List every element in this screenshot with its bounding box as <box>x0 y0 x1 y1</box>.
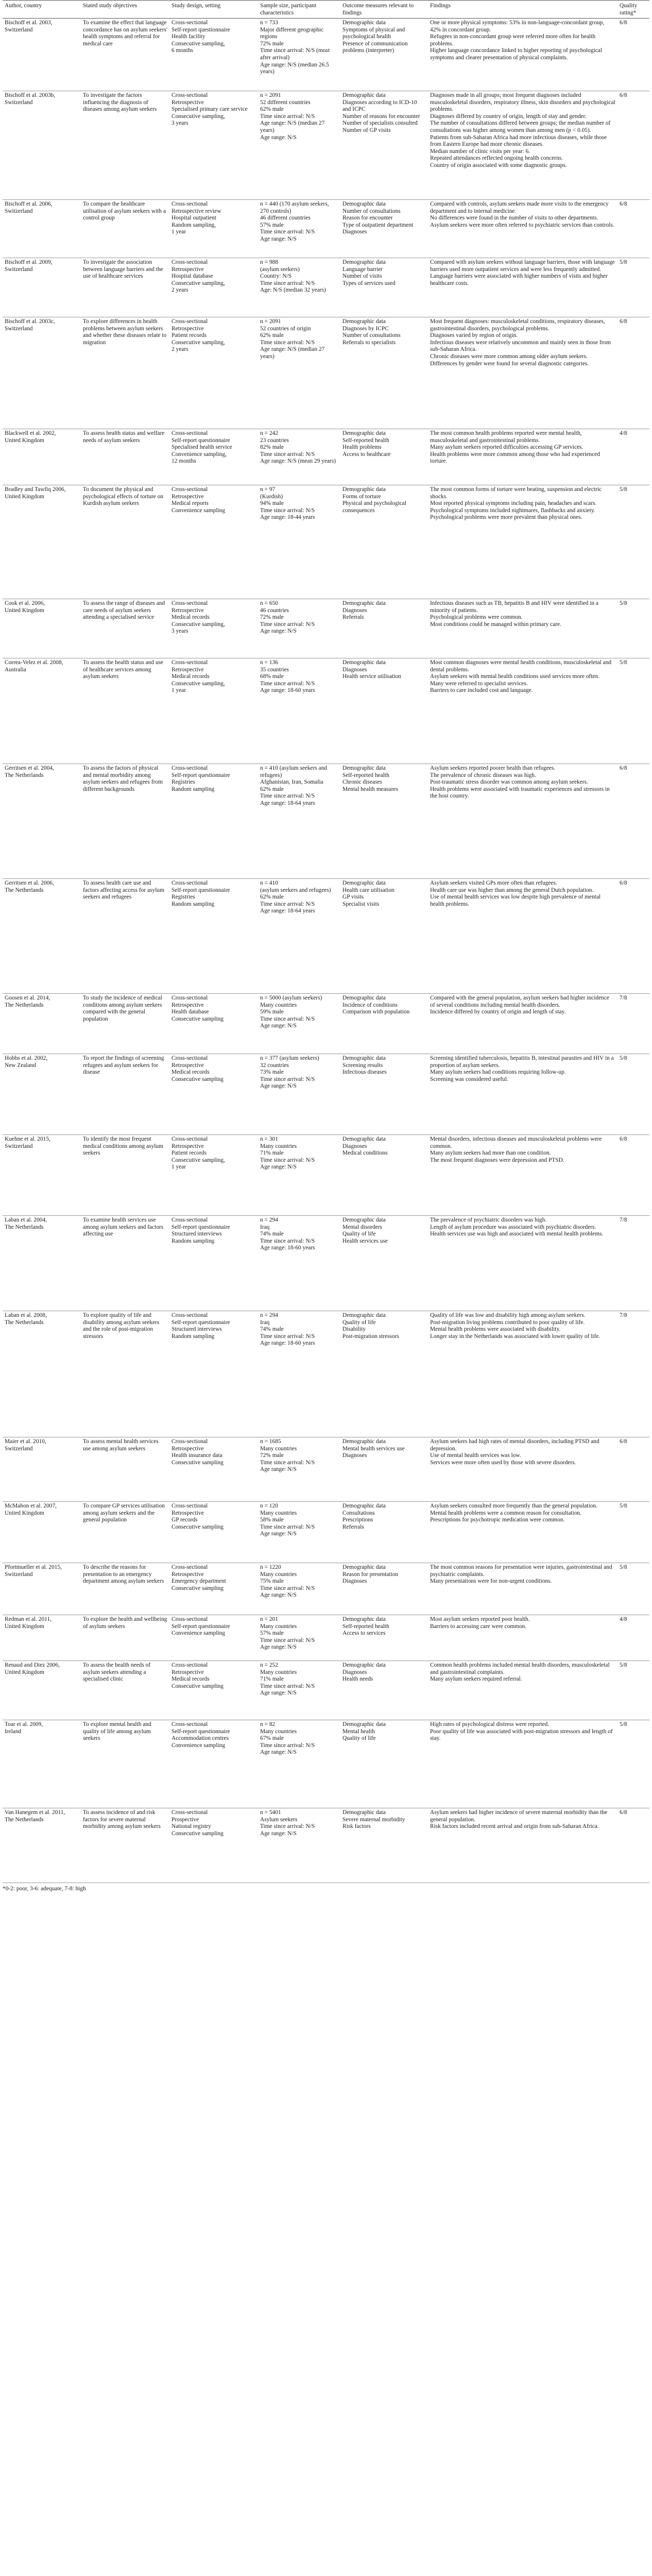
design-cell: Cross-sectional Retrospective Medical records Consecutive sampling <box>171 1662 224 1689</box>
author-cell: Blackwell et al. 2002, United Kingdom <box>5 430 56 444</box>
author-cell: Bischoff et al. 2006, Switzerland <box>5 201 53 214</box>
objectives-cell: To explore quality of life and disability among asylum seekers and the role of post-migration stressors <box>83 1312 160 1340</box>
design-cell: Cross-sectional Retrospective Specialised primary care service Consecutive sampling, 3 years <box>171 92 248 127</box>
objectives-cell: To assess mental health services use among asylum seekers <box>83 1438 159 1452</box>
author-cell: McMahon et al. 2007, United Kingdom <box>5 1503 57 1516</box>
findings-cell: Compared with asylum seekers without language barriers, those with language barriers used more outpatient services and were less frequently admitted. Language barriers were associated with higher numbers of visits and higher healthcare costs. <box>430 259 615 286</box>
rating-cell: 6/8 <box>620 1136 627 1142</box>
outcomes-cell: Demographic data Mental health services use Diagnoses <box>342 1438 405 1459</box>
sample-cell: n = 252 Many countries 71% male Time since arrival: N/S Age range: N/S <box>260 1662 315 1697</box>
rating-cell: 5/8 <box>620 600 627 606</box>
findings-cell: Most asylum seekers reported poor health. Barriers to accessing care were common. <box>430 1616 530 1630</box>
rating-cell: 5/8 <box>620 1662 627 1668</box>
objectives-cell: To explore differences in health problems between asylum seekers and whether these diseases relate to migration <box>83 318 167 346</box>
objectives-cell: To examine health services use among asylum seekers and factors affecting use <box>83 1217 164 1238</box>
objectives-cell: To report the findings of screening refugees and asylum seekers for disease <box>83 1055 164 1076</box>
design-cell: Cross-sectional Retrospective Hospital database Consecutive sampling, 2 years <box>171 259 225 294</box>
objectives-cell: To assess incidence of and risk factors for severe maternal morbidity among asylum seekers <box>83 1809 161 1830</box>
table-row <box>3 1615 649 1661</box>
sample-cell: n = 410 (asylum seekers and refugees) Afghanistan, Iran, Somalia 62% male Time since arrival: N/S Age range: 18-64 years <box>260 765 328 806</box>
rating-cell: 5/8 <box>620 659 627 666</box>
header-rating: Quality rating* <box>617 1 649 19</box>
outcomes-cell: Demographic data Screening results Infectious diseases <box>342 1055 387 1076</box>
findings-cell: The most common forms of torture were beating, suspension and electric shocks. Most reported physical symptoms including pain, headaches and scars. Psychological symptoms included nightmares, flashbacks and anxiety. Psychological problems were more prevalent than physical ones. <box>430 486 602 521</box>
outcomes-cell: Demographic data Diagnoses Health needs <box>342 1662 386 1683</box>
rating-cell: 5/8 <box>620 1055 627 1061</box>
outcomes-cell: Demographic data Diagnoses Medical conditions <box>342 1136 388 1157</box>
rating-cell: 5/8 <box>620 1721 627 1727</box>
outcomes-cell: Demographic data Forms of torture Physical and psychological consequences <box>342 486 407 514</box>
outcomes-cell: Demographic data Consultations Prescriptions Referrals <box>342 1503 386 1530</box>
design-cell: Cross-sectional Self-report questionnaire Health facility Consecutive sampling, 6 months <box>171 20 230 54</box>
author-cell: Toar et al. 2009, Ireland <box>5 1721 43 1735</box>
objectives-cell: To assess the factors of physical and mental morbidity among asylum seekers and refugees from different backgrounds <box>83 765 163 792</box>
outcomes-cell: Demographic data Symptoms of physical and psychological health Presence of communication problems (interpreter) <box>342 20 408 54</box>
outcomes-cell: Demographic data Language barrier Number of visits Types of services used <box>342 259 396 286</box>
footnote: *0-2: poor, 3-6: adequate, 7-8: high <box>3 1886 86 1892</box>
table-row <box>3 1437 649 1502</box>
design-cell: Cross-sectional Self-report questionnaire Accommodation centres Convenience sampling <box>171 1721 230 1749</box>
rating-cell: 5/8 <box>620 486 627 493</box>
rating-cell: 5/8 <box>620 1564 627 1570</box>
table-row <box>3 317 649 429</box>
outcomes-cell: Demographic data Self-reported health Access to services <box>342 1616 389 1637</box>
sample-cell: n = 733 Major different geographic regions 72% male Time since arrival: N/S (most after arrival) Age range: N/S (median 26.5 years) <box>260 20 330 75</box>
author-cell: Kuehne et al. 2015, Switzerland <box>5 1136 50 1149</box>
author-cell: Correa-Velez et al. 2008, Australia <box>5 659 63 673</box>
objectives-cell: To investigate the association between language barriers and the use of healthcare services <box>83 259 163 280</box>
sample-cell: n = 440 (170 asylum seekers, 270 controls) 46 different countries 57% male Time since arrival: N/S Age range: N/S <box>260 201 329 242</box>
table-row <box>3 200 649 258</box>
table-row <box>3 1563 649 1615</box>
outcomes-cell: Demographic data Mental health Quality of life <box>342 1721 386 1742</box>
findings-cell: Infectious diseases such as TB, hepatitis B and HIV were identified in a minority of patients. Psychological problems were common. Most conditions could be managed within primary care. <box>430 600 598 628</box>
table-row <box>3 879 649 994</box>
outcomes-cell: Demographic data Health care utilisation GP visits Specialist visits <box>342 880 394 907</box>
outcomes-cell: Demographic data Diagnoses by ICPC Number of consultations Referrals to specialists <box>342 318 401 346</box>
table-row <box>3 1216 649 1311</box>
sample-cell: n = 82 Many countries 67% male Time since arrival: N/S Age range: N/S <box>260 1721 315 1756</box>
sample-cell: n = 136 35 countries 68% male Time since arrival: N/S Age range: 18-60 years <box>260 659 315 694</box>
table-row <box>3 19 649 91</box>
sample-cell: n = 5401 Asylum seekers Time since arrival: N/S Age range: N/S <box>260 1809 315 1837</box>
findings-cell: The most common reasons for presentation were injuries, gastrointestinal and psychiatric complaints. Many presentations were for non-urgent conditions. <box>430 1564 612 1585</box>
outcomes-cell: Demographic data Reason for presentation Diagnoses <box>342 1564 399 1585</box>
table-row <box>3 485 649 599</box>
rating-cell: 6/8 <box>620 92 627 98</box>
table-row <box>3 658 649 764</box>
outcomes-cell: Demographic data Severe maternal morbidity Risk factors <box>342 1809 405 1830</box>
sample-cell: n = 988 (asylum seekers) Country: N/S Time since arrival: N/S Age: N/S (median 32 years) <box>260 259 326 294</box>
rating-cell: 7/8 <box>620 995 627 1001</box>
findings-cell: Most frequent diagnoses: musculoskeletal conditions, respiratory diseases, gastrointestinal disorders, psychological problems. Diagnoses varied by region of origin. Infectious diseases were relatively uncommon and mainly seen in those from sub-Saharan Africa. Chronic diseases were more common among older asylum seekers. Differences by gender were found for several diagnostic categories. <box>430 318 611 367</box>
design-cell: Cross-sectional Self-report questionnaire Convenience sampling <box>171 1616 230 1637</box>
objectives-cell: To compare GP services utilisation among asylum seekers and the general population <box>83 1503 165 1523</box>
rating-cell: 4/8 <box>620 430 627 436</box>
design-cell: Cross-sectional Self-report questionnaire Registries Random sampling <box>171 765 230 792</box>
objectives-cell: To assess the range of diseases and care needs of asylum seekers attending a specialised service <box>83 600 165 621</box>
author-cell: Hobbs et al. 2002, New Zealand <box>5 1055 48 1069</box>
design-cell: Cross-sectional Retrospective Patient records Consecutive sampling, 2 years <box>171 318 225 353</box>
outcomes-cell: Demographic data Number of consultations Reason for encounter Type of outpatient department Diagnoses <box>342 201 414 235</box>
table-row <box>3 1135 649 1216</box>
sample-cell: n = 5000 (asylum seekers) Many countries 59% male Time since arrival: N/S Age range: N/S <box>260 995 322 1029</box>
findings-cell: Asylum seekers consulted more frequently than the general population. Mental health problems were a common reason for consultation. Prescriptions for psychotropic medication were common. <box>430 1503 597 1523</box>
author-cell: Maier et al. 2010, Switzerland <box>5 1438 46 1452</box>
author-cell: Gerritsen et al. 2004, The Netherlands <box>5 765 54 778</box>
header-author: Author, country <box>3 1 81 19</box>
findings-cell: Compared with controls, asylum seekers made more visits to the emergency department and to internal medicine. No differences were found in the number of visits to other departments. Asylum seekers were more often referred to psychiatric services than controls. <box>430 201 614 228</box>
findings-cell: The prevalence of psychiatric disorders was high. Length of asylum procedure was associated with psychiatric disorders. Health services use was high and associated with mental health problems. <box>430 1217 604 1238</box>
rating-cell: 6/8 <box>620 1809 627 1816</box>
sample-cell: n = 2091 52 different countries 62% male Time since arrival: N/S Age range: N/S (median 27 years) Age range: N/S <box>260 92 325 141</box>
rating-cell: 7/8 <box>620 1312 627 1318</box>
objectives-cell: To examine the effect that language concordance has on asylum seekers' health symptoms and referral for medical care <box>83 20 167 47</box>
author-cell: Renaud and Diez 2006, United Kingdom <box>5 1662 60 1675</box>
design-cell: Cross-sectional Retrospective Medical records Consecutive sampling, 3 years <box>171 600 225 635</box>
objectives-cell: To investigate the factors influencing the diagnosis of diseases among asylum seekers <box>83 92 157 113</box>
findings-cell: One or more physical symptoms: 53% in non-language-concordant group, 42% in concordant group. Refugees in non-concordant group were referred more often for health problems. Higher language concordance linked to higher reporting of psychological symptoms and clearer presentation of physical complaints. <box>430 20 605 61</box>
outcomes-cell: Demographic data Self-reported health Health problems Access to healthcare <box>342 430 391 457</box>
outcomes-cell: Demographic data Mental disorders Quality of life Health services use <box>342 1217 388 1244</box>
table-row <box>3 1502 649 1563</box>
findings-cell: Quality of life was low and disability high among asylum seekers. Post-migration living problems contributed to poor quality of life. Mental health problems were associated with disability. Longer stay in the Netherlands was associated with lower quality of life. <box>430 1312 600 1340</box>
rating-cell: 6/8 <box>620 1438 627 1445</box>
author-cell: Laban et al. 2004, The Netherlands <box>5 1217 47 1230</box>
design-cell: Cross-sectional Self-report questionnaire Structured interviews Random sampling <box>171 1217 230 1244</box>
objectives-cell: To assess health care use and factors affecting access for asylum seekers and refugees <box>83 880 164 901</box>
objectives-cell: To compare the healthcare utilisation of asylum seekers with a control group <box>83 201 166 222</box>
sample-cell: n = 377 (asylum seekers) 32 countries 73% male Time since arrival: N/S Age range: N/S <box>260 1055 319 1090</box>
author-cell: Bischoff et al. 2009, Switzerland <box>5 259 53 273</box>
table-row <box>3 764 649 879</box>
rating-cell: 7/8 <box>620 1217 627 1223</box>
design-cell: Cross-sectional Self-report questionnaire Structured interviews Random sampling <box>171 1312 230 1340</box>
table-row <box>3 91 649 200</box>
author-cell: Bischoff et al. 2003, Switzerland <box>5 20 53 33</box>
author-cell: Redman et al. 2011, United Kingdom <box>5 1616 52 1630</box>
header-design: Study design, setting <box>169 1 258 19</box>
header-findings: Findings <box>428 1 617 19</box>
design-cell: Cross-sectional Retrospective review Hospital outpatient Random sampling, 1 year <box>171 201 221 235</box>
findings-cell: Asylum seekers had high rates of mental disorders, including PTSD and depression. Use of mental health services was low. Services were more often used by those with severe disorders. <box>430 1438 599 1466</box>
findings-cell: Asylum seekers reported poorer health than refugees. The prevalence of chronic diseases was high. Post-traumatic stress disorder was common among asylum seekers. Health problems were associated with traumatic experiences and stressors in the host country. <box>430 765 610 800</box>
author-cell: Laban et al. 2008, The Netherlands <box>5 1312 47 1326</box>
findings-cell: High rates of psychological distress were reported. Poor quality of life was associated with post-migration stressors and length of stay. <box>430 1721 613 1742</box>
objectives-cell: To assess the health needs of asylum seekers attending a specialised clinic <box>83 1662 151 1683</box>
sample-cell: n = 97 (Kurdish) 94% male Time since arrival: N/S Age range: 18-44 years <box>260 486 315 521</box>
design-cell: Cross-sectional Self-report questionnaire Specialised health service Convenience sampling, 12 months <box>171 430 232 465</box>
findings-cell: Screening identified tuberculosis, hepatitis B, intestinal parasites and HIV in a proportion of asylum seekers. Many asylum seekers had conditions requiring follow-up. Screening was considered useful. <box>430 1055 614 1082</box>
table-body <box>3 19 649 1883</box>
sample-cell: n = 301 Many countries 71% male Time since arrival: N/S Age range: N/S <box>260 1136 315 1171</box>
rating-cell: 5/8 <box>620 1503 627 1509</box>
sample-cell: n = 242 23 countries 82% male Time since arrival: N/S Age range: N/S (mean 29 years) <box>260 430 336 465</box>
sample-cell: n = 1685 Many countries 72% male Time since arrival: N/S Age range: N/S <box>260 1438 315 1473</box>
design-cell: Cross-sectional Retrospective GP records Consecutive sampling <box>171 1503 224 1530</box>
author-cell: Van Hanegem et al. 2011, The Netherlands <box>5 1809 65 1823</box>
sample-cell: n = 2091 52 countries of origin 62% male Time since arrival: N/S Age range: N/S (median 27 years) <box>260 318 325 360</box>
design-cell: Cross-sectional Retrospective Medical reports Convenience sampling <box>171 486 226 514</box>
outcomes-cell: Demographic data Diagnoses according to ICD-10 and ICPC Number of reasons for encounter Number of specialists consulted Number of GP visits <box>342 92 420 133</box>
findings-cell: Common health problems included mental health disorders, musculoskeletal and gastrointestinal complaints. Many asylum seekers required referral. <box>430 1662 610 1683</box>
table-header <box>3 1 649 19</box>
findings-cell: Asylum seekers had higher incidence of severe maternal morbidity than the general population. Risk factors included recent arrival and origin from sub-Saharan Africa. <box>430 1809 608 1830</box>
findings-cell: Most common diagnoses were mental health conditions, musculoskeletal and dental problems. Asylum seekers with mental health conditions used services more often. Many were referred to specialist services. Barriers to care included cost and language. <box>430 659 612 694</box>
rating-cell: 4/8 <box>620 1616 627 1622</box>
sample-cell: n = 650 46 countries 72% male Time since arrival: N/S Age range: N/S <box>260 600 315 635</box>
findings-cell: Asylum seekers visited GPs more often than refugees. Health care use was higher than among the general Dutch population. Use of mental health services was low despite high prevalence of mental health problems. <box>430 880 601 907</box>
findings-cell: The most common health problems reported were mental health, musculoskeletal and gastrointestinal problems. Many asylum seekers reported difficulties accessing GP services. Health problems were more common among those who had experienced torture. <box>430 430 600 465</box>
outcomes-cell: Demographic data Incidence of conditions Comparison with population <box>342 995 410 1015</box>
outcomes-cell: Demographic data Self-reported health Chronic diseases Mental health measures <box>342 765 399 792</box>
header-outcomes: Outcome measures relevant to findings <box>340 1 428 19</box>
table-row <box>3 994 649 1054</box>
sample-cell: n = 1220 Many countries 75% male Time since arrival: N/S Age range: N/S <box>260 1564 315 1599</box>
objectives-cell: To identify the most frequent medical conditions among asylum seekers <box>83 1136 163 1157</box>
author-cell: Cook et al. 2006, United Kingdom <box>5 600 45 614</box>
objectives-cell: To explore mental health and quality of life among asylum seekers <box>83 1721 151 1742</box>
rating-cell: 6/8 <box>620 765 627 771</box>
objectives-cell: To explore the health and wellbeing of asylum seekers <box>83 1616 167 1630</box>
header-sample: Sample size, participant characteristics <box>258 1 340 19</box>
rating-cell: 5/8 <box>620 259 627 265</box>
rating-cell: 6/8 <box>620 880 627 886</box>
author-cell: Bradley and Tawfiq 2006, United Kingdom <box>5 486 66 500</box>
findings-cell: Compared with the general population, asylum seekers had higher incidence of several conditions including mental health disorders. Incidence differed by country of origin and length of stay. <box>430 995 609 1015</box>
objectives-cell: To assess the health status and use of healthcare services among asylum seekers <box>83 659 164 680</box>
objectives-cell: To describe the reasons for presentation to an emergency department among asylum seekers <box>83 1564 164 1585</box>
objectives-cell: To document the physical and psychological effects of torture on Kurdish asylum seekers <box>83 486 164 507</box>
table-row <box>3 1808 649 1883</box>
table-row <box>3 258 649 317</box>
design-cell: Cross-sectional Retrospective Health insurance data Consecutive sampling <box>171 1438 224 1466</box>
sample-cell: n = 294 Iraq 74% male Time since arrival: N/S Age range: 18-60 years <box>260 1312 315 1347</box>
table-row <box>3 1054 649 1135</box>
findings-cell: Mental disorders, infectious diseases and musculoskeletal problems were common. Many asylum seekers had more than one condition. The most frequent diagnoses were depression and PTSD. <box>430 1136 602 1163</box>
author-cell: Bischoff et al. 2003c, Switzerland <box>5 318 55 332</box>
author-cell: Goosen et al. 2014, The Netherlands <box>5 995 50 1008</box>
author-cell: Gerritsen et al. 2006, The Netherlands <box>5 880 54 893</box>
studies-table <box>3 0 649 1883</box>
objectives-cell: To assess health status and welfare needs of asylum seekers <box>83 430 165 444</box>
rating-cell: 6/8 <box>620 318 627 325</box>
design-cell: Cross-sectional Retrospective Health database Consecutive sampling <box>171 995 224 1022</box>
sample-cell: n = 410 (asylum seekers and refugees) 62% male Time since arrival: N/S Age range: 18-64 years <box>260 880 331 914</box>
table-row <box>3 429 649 485</box>
table-row <box>3 1661 649 1720</box>
table-row <box>3 599 649 658</box>
outcomes-cell: Demographic data Quality of life Disability Post-migration stressors <box>342 1312 399 1340</box>
design-cell: Cross-sectional Retrospective Medical records Consecutive sampling, 1 year <box>171 659 225 694</box>
rating-cell: 6/8 <box>620 201 627 207</box>
outcomes-cell: Demographic data Diagnoses Health service utilisation <box>342 659 401 680</box>
design-cell: Cross-sectional Prospective National registry Consecutive sampling <box>171 1809 224 1837</box>
sample-cell: n = 294 Iraq 74% male Time since arrival: N/S Age range: 18-60 years <box>260 1217 315 1251</box>
design-cell: Cross-sectional Retrospective Medical records Consecutive sampling <box>171 1055 224 1082</box>
outcomes-cell: Demographic data Diagnoses Referrals <box>342 600 386 621</box>
design-cell: Cross-sectional Self-report questionnaire Registries Random sampling <box>171 880 230 907</box>
sample-cell: n = 201 Many countries 57% male Time since arrival: N/S Age range: N/S <box>260 1616 315 1651</box>
design-cell: Cross-sectional Retrospective Patient records Consecutive sampling, 1 year <box>171 1136 225 1171</box>
author-cell: Bischoff et al. 2003b, Switzerland <box>5 92 56 106</box>
design-cell: Cross-sectional Retrospective Emergency department Consecutive sampling <box>171 1564 226 1591</box>
table-row <box>3 1720 649 1808</box>
author-cell: Pfortmueller et al. 2015, Switzerland <box>5 1564 62 1578</box>
findings-cell: Diagnoses made in all groups; most frequent diagnoses included musculoskeletal disorders, respiratory illness, skin disorders and psychological problems. Diagnoses differed by country of origin, length of stay and gender. The number of consultations differed between groups; the median number of consultations was higher among women than among men (p < 0.05). Patients from sub-Saharan Africa had more infectious diseases, while those from Eastern Europe had more chronic diseases. Median number of clinic visits per year: 6. Repeated attendances reflected ongoing health concerns. Country of origin associated with some diagnostic groups. <box>430 92 615 168</box>
table-row <box>3 1311 649 1437</box>
rating-cell: 6/8 <box>620 20 627 26</box>
sample-cell: n = 120 Many countries 58% male Time since arrival: N/S Age range: N/S <box>260 1503 315 1537</box>
objectives-cell: To study the incidence of medical conditions among asylum seekers compared with the general population <box>83 995 162 1022</box>
header-objectives: Stated study objectives <box>81 1 169 19</box>
